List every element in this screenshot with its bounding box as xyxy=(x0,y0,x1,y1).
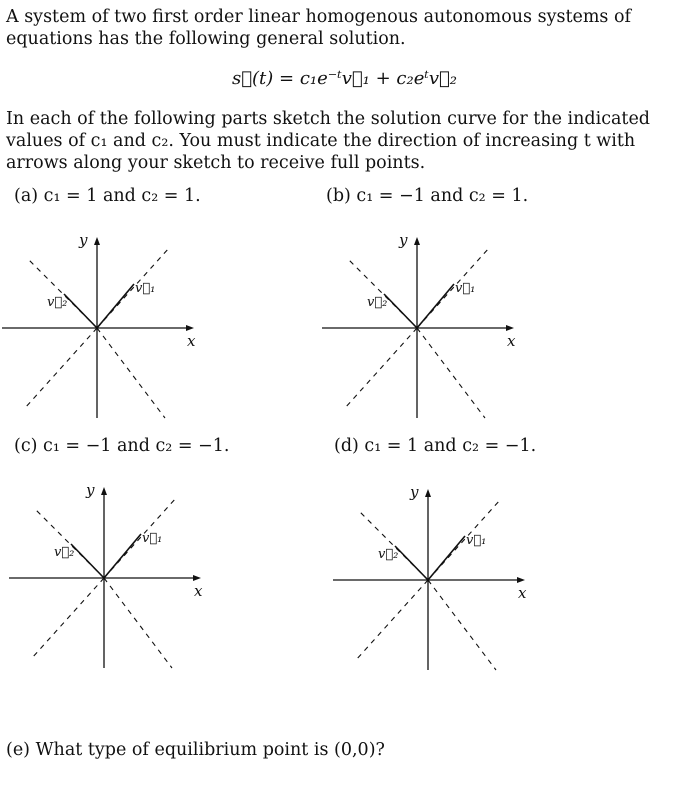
v1-label: v⃗₁ xyxy=(455,281,476,296)
v2-label: v⃗₂ xyxy=(47,295,68,310)
v2-label: v⃗₂ xyxy=(54,545,75,560)
v2-line-lower xyxy=(428,580,496,670)
v2-vector xyxy=(384,294,417,328)
x-axis-label: x xyxy=(507,332,516,350)
y-axis-label: y xyxy=(86,481,95,499)
y-axis-arrowhead xyxy=(425,489,431,497)
phase-plane-c[interactable] xyxy=(4,478,204,678)
v2-vector xyxy=(64,294,97,328)
v1-line-lower xyxy=(32,578,104,658)
x-axis-arrowhead xyxy=(186,325,194,331)
v1-line-lower xyxy=(345,328,417,408)
part-d-label: (d) c₁ = 1 and c₂ = −1. xyxy=(334,436,537,456)
v2-line-lower xyxy=(97,328,165,418)
y-axis-label: y xyxy=(399,231,408,249)
part-b-label: (b) c₁ = −1 and c₂ = 1. xyxy=(326,186,529,206)
instructions-text: In each of the following parts sketch the solution curve for the indicated values of c₁ and c₂. You must indicate the direction of increasing t with arrows along your sketch to receive full points. xyxy=(6,109,651,173)
question-e: (e) What type of equilibrium point is (0,0)? xyxy=(6,740,385,760)
v1-vector xyxy=(428,536,465,580)
v2-line-lower xyxy=(417,328,485,418)
y-axis-arrowhead xyxy=(414,237,420,245)
v1-line-lower xyxy=(25,328,97,408)
v2-label: v⃗₂ xyxy=(367,295,388,310)
v1-vector xyxy=(97,284,134,328)
v2-vector xyxy=(71,544,104,578)
y-axis-label: y xyxy=(79,231,88,249)
phase-plane-d[interactable] xyxy=(328,480,528,680)
v1-vector xyxy=(104,534,141,578)
y-axis-arrowhead xyxy=(94,237,100,245)
v1-vector xyxy=(417,284,454,328)
phase-plane-b[interactable] xyxy=(317,228,517,428)
y-axis-arrowhead xyxy=(101,487,107,495)
x-axis-arrowhead xyxy=(193,575,201,581)
phase-plane-a[interactable] xyxy=(0,228,197,428)
v1-label: v⃗₁ xyxy=(135,281,156,296)
v1-label: v⃗₁ xyxy=(466,533,487,548)
v2-label: v⃗₂ xyxy=(378,547,399,562)
part-a-label: (a) c₁ = 1 and c₂ = 1. xyxy=(14,186,201,206)
intro-text: A system of two first order linear homogenous autonomous systems of equations has the following general solution. xyxy=(6,7,631,49)
x-axis-label: x xyxy=(187,332,196,350)
v2-line-lower xyxy=(104,578,172,668)
v1-label: v⃗₁ xyxy=(142,531,163,546)
y-axis-label: y xyxy=(410,483,419,501)
x-axis-arrowhead xyxy=(517,577,525,583)
v2-vector xyxy=(395,546,428,580)
x-axis-label: x xyxy=(194,582,203,600)
v1-line-lower xyxy=(356,580,428,660)
general-solution-equation: s⃗(t) = c₁e⁻ᵗv⃗₁ + c₂eᵗv⃗₂ xyxy=(231,68,458,89)
part-c-label: (c) c₁ = −1 and c₂ = −1. xyxy=(14,436,230,456)
x-axis-arrowhead xyxy=(506,325,514,331)
x-axis-label: x xyxy=(518,584,527,602)
